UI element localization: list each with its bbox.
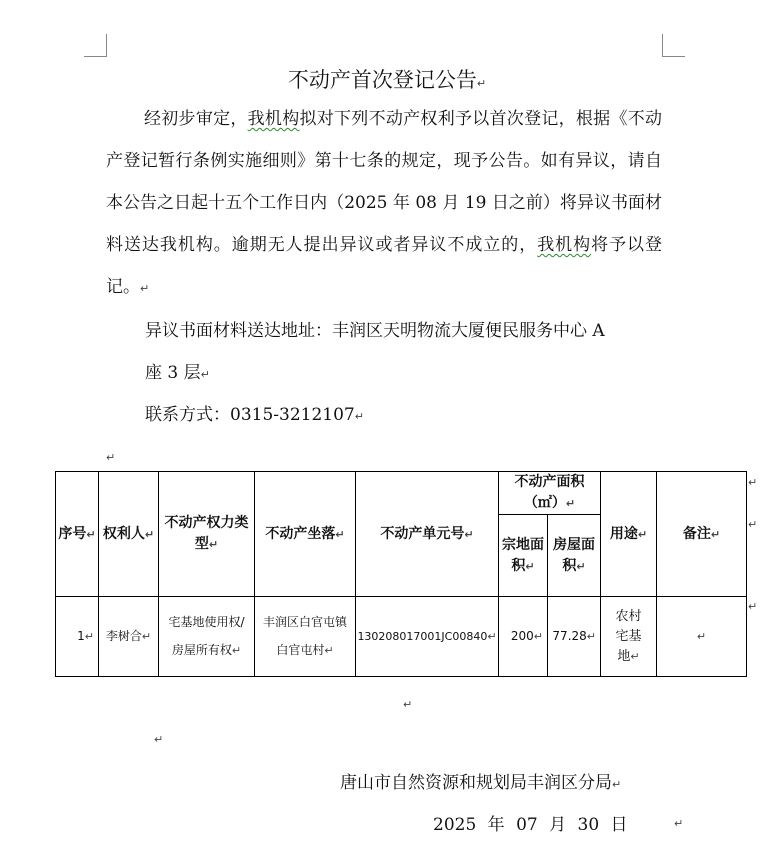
header-holder: 权利人↵: [99, 472, 159, 597]
paragraph-mark-icon: ↵: [403, 698, 413, 711]
header-seq: 序号↵: [56, 472, 99, 597]
cell-right-type: 宅基地使用权/ 房屋所有权↵: [159, 597, 255, 677]
paragraph-mark-icon: ↵: [140, 282, 150, 295]
header-house-area: 房屋面积↵: [548, 515, 601, 597]
cell-unit-number: 130208017001JC00840↵: [356, 597, 499, 677]
header-usage: 用途↵: [601, 472, 657, 597]
row-end-mark-icon: ↵: [748, 518, 758, 531]
header-land-area: 宗地面积↵: [499, 515, 548, 597]
spellcheck-word: 我机构: [247, 109, 300, 129]
notice-text-end: 将予以登记。: [106, 235, 663, 297]
row-end-mark-icon: ↵: [748, 476, 758, 489]
cell-house-area: 77.28↵: [548, 597, 601, 677]
signing-authority: 唐山市自然资源和规划局丰润区分局↵: [340, 773, 622, 793]
header-remark: 备注↵: [657, 472, 747, 597]
header-location: 不动产坐落↵: [255, 472, 356, 597]
notice-date: 2025 年 07 月 30 日: [433, 815, 628, 835]
table-row: [56, 597, 747, 677]
cell-location: 丰润区白官屯镇 白官屯村↵: [255, 597, 356, 677]
paragraph-mark-icon: ↵: [612, 778, 622, 791]
crop-mark-top-right: [662, 34, 685, 57]
row-end-mark-icon: ↵: [748, 600, 758, 613]
address-line-2: 座 3 层↵: [145, 363, 210, 383]
paragraph-mark-icon: ↵: [200, 368, 210, 381]
paragraph-mark-icon: ↵: [106, 451, 116, 464]
cell-seq: 1↵: [56, 597, 99, 677]
header-area-group: 不动产面积（㎡）↵: [499, 472, 601, 515]
notice-paragraph: [106, 98, 662, 310]
paragraph-mark-icon: ↵: [476, 77, 487, 90]
cell-land-area: 200↵: [499, 597, 548, 677]
header-unit-number: 不动产单元号↵: [356, 472, 499, 597]
contact-line: 联系方式：0315-3212107↵: [145, 405, 364, 425]
paragraph-mark-icon: ↵: [674, 817, 684, 830]
cell-usage: 农村宅基地↵: [601, 597, 657, 677]
notice-text-start: 经初步审定，: [144, 109, 248, 129]
crop-mark-top-left: [84, 34, 107, 57]
address-line-1: 异议书面材料送达地址：丰润区天明物流大厦便民服务中心 A: [145, 321, 605, 341]
notice-text-middle: 拟对下列不动产权利予以首次登记，根据《不动产登记暂行条例实施细则》第十七条的规定，现予公告。如有异议，请自本公告之日起十五个工作日内（2025 年 08 月 19 日之前）将异议书面材料送达我机构。逾期无人提出异议或者异议不成立的，: [106, 109, 663, 255]
header-right-type: 不动产权力类型↵: [159, 472, 255, 597]
property-table: [55, 471, 747, 677]
paragraph-mark-icon: ↵: [154, 733, 164, 746]
cell-holder: 李树合↵: [99, 597, 159, 677]
cell-remark: ↵: [657, 597, 747, 677]
spellcheck-word: 我机构: [537, 235, 592, 255]
paragraph-mark-icon: ↵: [354, 410, 364, 423]
document-title: 不动产首次登记公告↵: [287, 68, 487, 92]
